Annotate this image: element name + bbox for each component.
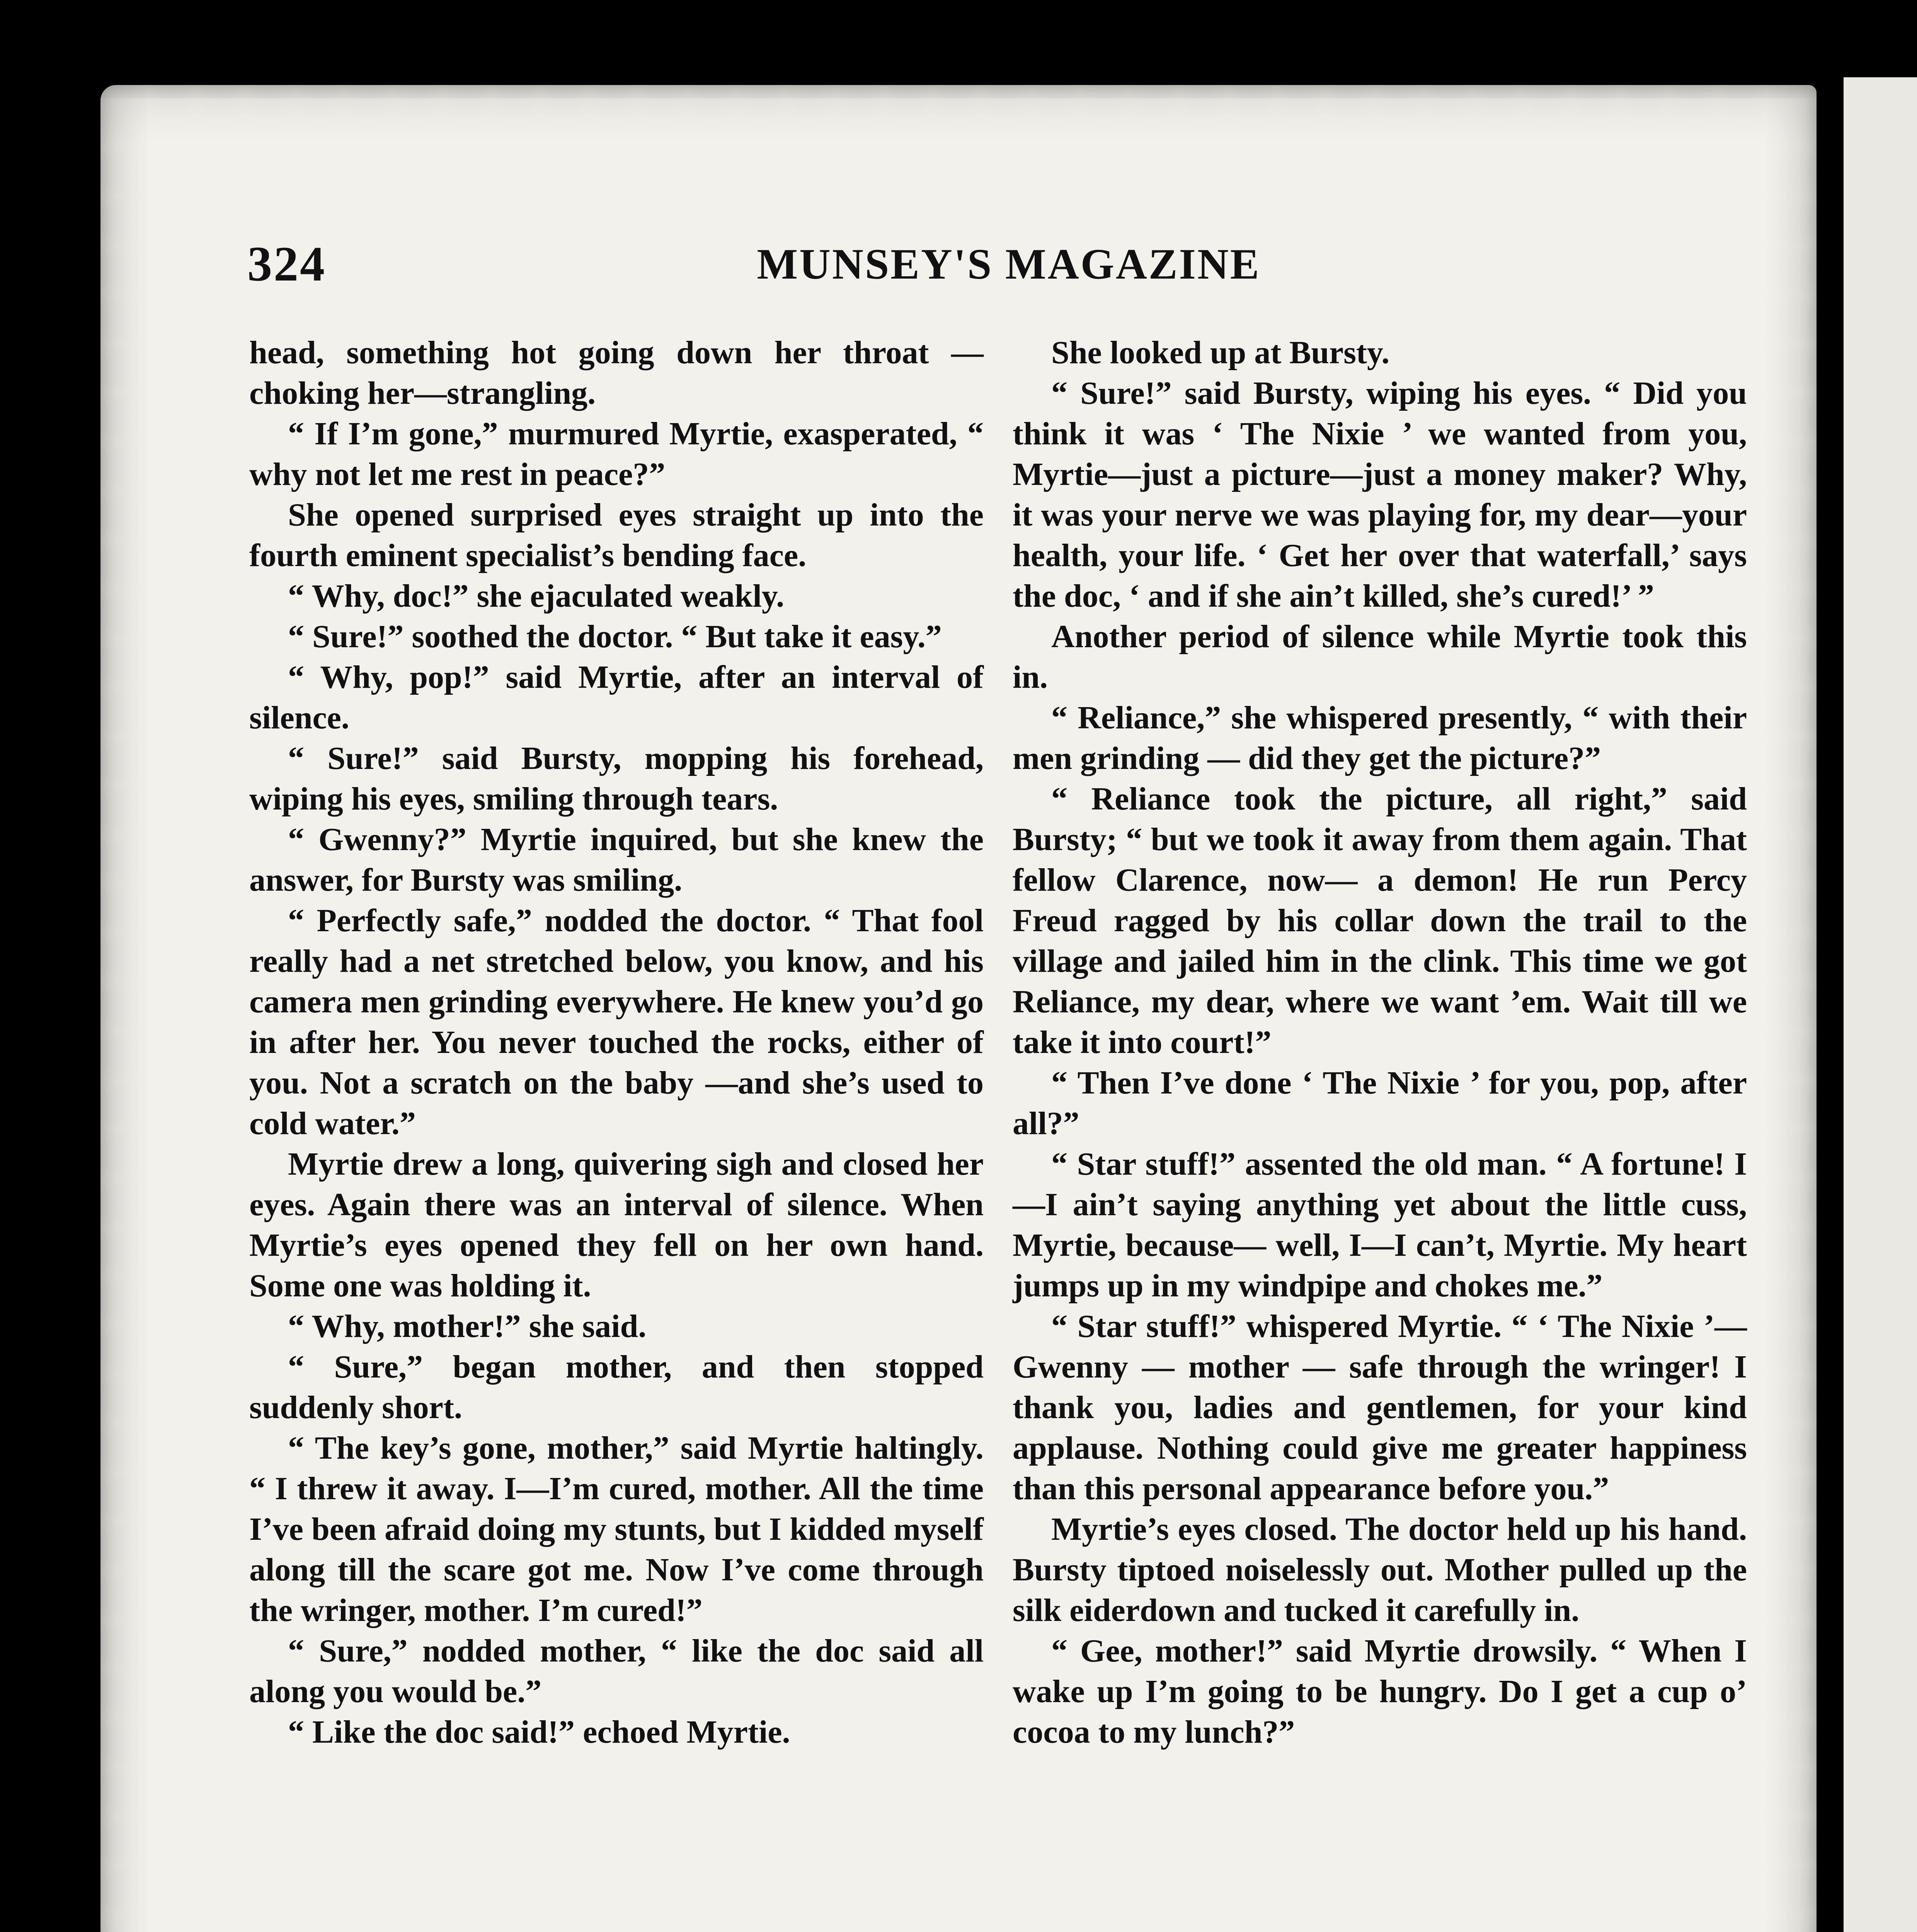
paragraph: Another period of silence while Myrtie took this in. xyxy=(1013,619,1747,695)
paragraph: “ If I’m gone,” murmured Myrtie, exasperated, “ why not let me rest in peace?” xyxy=(249,416,984,492)
next-page-edge xyxy=(1844,77,1917,1932)
paragraph: “ Star stuff!” assented the old man. “ A fortune! I—I ain’t saying anything yet about the little cuss, Myrtie, because— well, I—I can’t, Myrtie. My heart jumps up in my windpipe and chokes me.” xyxy=(1013,1146,1747,1304)
paragraph: “ Sure,” began mother, and then stopped suddenly short. xyxy=(249,1349,984,1425)
paragraph: “ Gwenny?” Myrtie inquired, but she knew the answer, for Bursty was smiling. xyxy=(249,821,984,898)
paragraph: head, something hot going down her throat —choking her—strangling. xyxy=(249,335,984,411)
paragraph: “ Like the doc said!” echoed Myrtie. xyxy=(288,1714,790,1750)
paragraph: “ The key’s gone, mother,” said Myrtie haltingly. “ I threw it away. I—I’m cured, mother. All the time I’ve been afraid doing my stunts, but I kidded myself along till the scare got me. Now I’ve come through the wringer, mother. I’m cured!” xyxy=(249,1430,984,1628)
left-column xyxy=(249,332,984,1752)
page-number: 324 xyxy=(247,236,326,291)
paragraph: “ Sure!” said Bursty, wiping his eyes. “ Did you think it was ‘ The Nixie ’ we wanted from you, Myrtie—just a picture—just a money maker? Why, it was your nerve we was playing for, my dear—your health, your life. ‘ Get her over that waterfall,’ says the doc, ‘ and if she ain’t killed, she’s cured!’ ” xyxy=(1013,375,1747,614)
paragraph: “ Why, mother!” she said. xyxy=(288,1308,647,1344)
magazine-title: MUNSEY'S MAGAZINE xyxy=(757,240,1261,288)
paragraph: She opened surprised eyes straight up into the fourth eminent specialist’s bending face. xyxy=(249,497,984,573)
paragraph: “ Reliance took the picture, all right,” said Bursty; “ but we took it away from them again. That fellow Clarence, now— a demon! He run Percy Freud ragged by his collar down the trail to the village and jailed him in the clink. This time we got Reliance, my dear, where we want ’em. Wait till we take it into court!” xyxy=(1013,781,1747,1060)
paragraph: “ Star stuff!” whispered Myrtie. “ ‘ The Nixie ’—Gwenny — mother — safe through the wringer! I thank you, ladies and gentlemen, for your kind applause. Nothing could give me greater happiness than this personal appearance before you.” xyxy=(1013,1308,1747,1507)
paragraph: “ Sure,” nodded mother, “ like the doc said all along you would be.” xyxy=(249,1633,984,1709)
paragraph: “ Perfectly safe,” nodded the doctor. “ That fool really had a net stretched below, you know, and his camera men grinding everywhere. He knew you’d go in after her. You never touched the rocks, either of you. Not a scratch on the baby —and she’s used to cold water.” xyxy=(249,903,984,1141)
right-column xyxy=(1013,332,1747,1752)
paragraph: “ Gee, mother!” said Myrtie drowsily. “ When I wake up I’m going to be hungry. Do I get a cup o’ cocoa to my lunch?” xyxy=(1013,1633,1747,1750)
page-header xyxy=(247,236,1770,305)
paragraph: “ Why, doc!” she ejaculated weakly. xyxy=(288,578,785,614)
paragraph: “ Reliance,” she whispered presently, “ with their men grinding — did they get the picture?” xyxy=(1013,700,1747,776)
paragraph: Myrtie’s eyes closed. The doctor held up his hand. Bursty tiptoed noiselessly out. Mother pulled up the silk eiderdown and tucked it carefully in. xyxy=(1013,1511,1747,1628)
paragraph: Myrtie drew a long, quivering sigh and closed her eyes. Again there was an interval of silence. When Myrtie’s eyes opened they fell on her own hand. Some one was holding it. xyxy=(249,1146,984,1304)
paragraph: “ Sure!” said Bursty, mopping his forehead, wiping his eyes, smiling through tears. xyxy=(249,740,984,817)
paragraph: “ Why, pop!” said Myrtie, after an interval of silence. xyxy=(249,659,984,736)
paragraph: She looked up at Bursty. xyxy=(1051,335,1390,371)
paragraph: “ Then I’ve done ‘ The Nixie ’ for you, pop, after all?” xyxy=(1013,1065,1747,1141)
paragraph: “ Sure!” soothed the doctor. “ But take it easy.” xyxy=(288,619,942,655)
